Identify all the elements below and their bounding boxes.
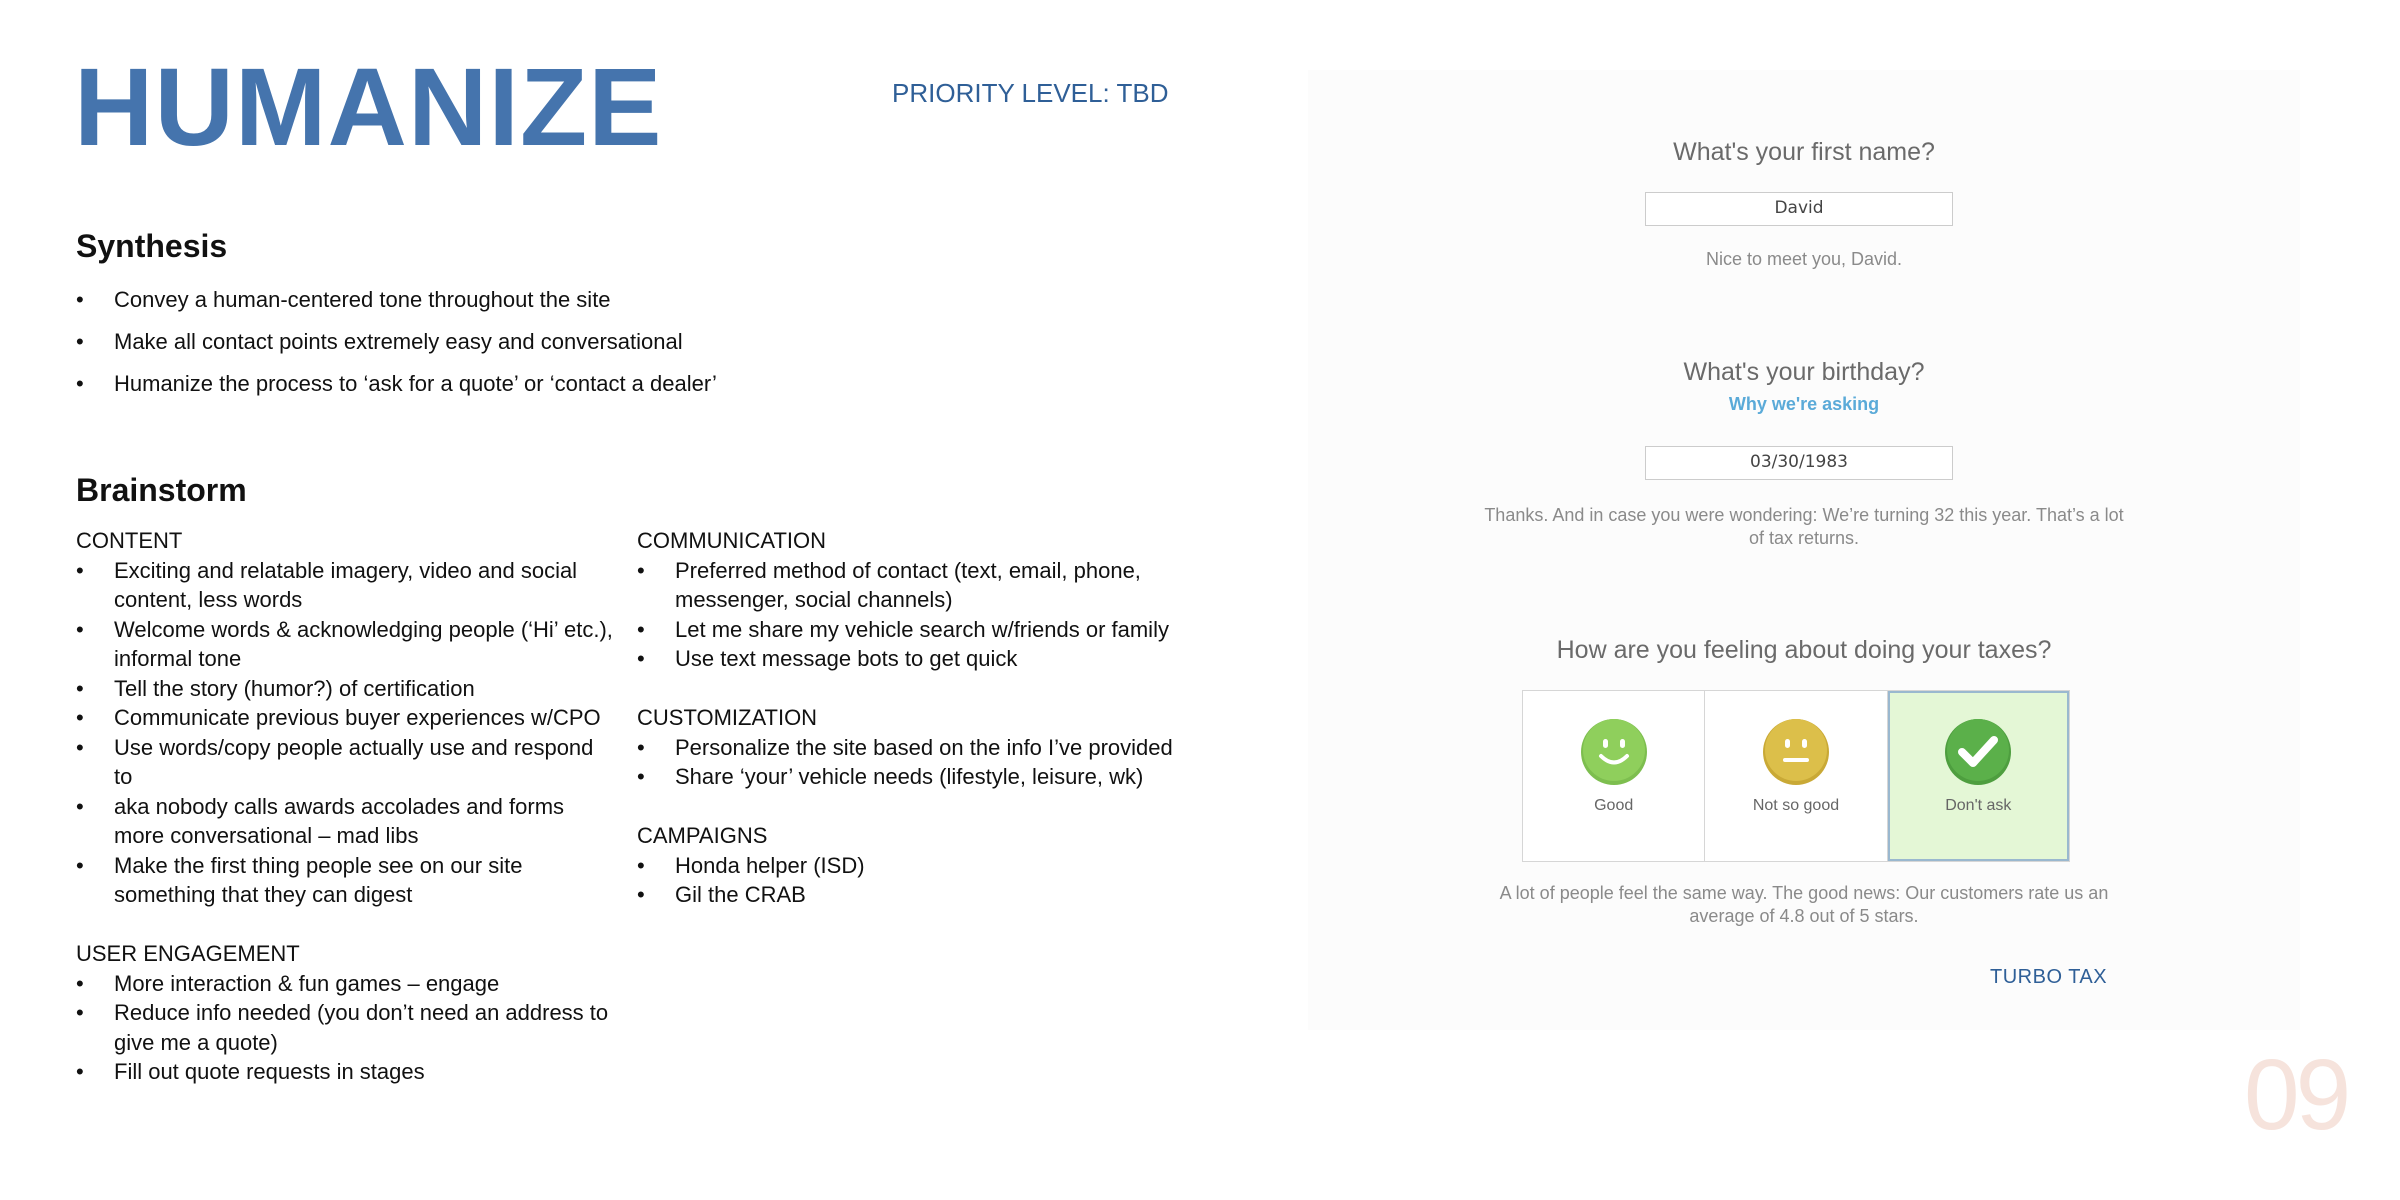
list-item: • Convey a human-centered tone throughout the site <box>76 285 717 315</box>
list-item: • aka nobody calls awards accolades and forms more conversational – mad libs <box>76 792 616 851</box>
synthesis-list <box>76 285 717 411</box>
list-item: • Share ‘your’ vehicle needs (lifestyle, leisure, wk) <box>637 762 1197 792</box>
list-item: • Exciting and relatable imagery, video and social content, less words <box>76 556 616 615</box>
customization-list <box>637 733 1197 792</box>
list-item: • Welcome words & acknowledging people (‘Hi’ etc.), informal tone <box>76 615 616 674</box>
feeling-question: How are you feeling about doing your taxes? <box>1556 636 2052 664</box>
list-item: • Use words/copy people actually use and respond to <box>76 733 616 792</box>
option-not-so-good[interactable] <box>1705 691 1887 861</box>
customization-heading: CUSTOMIZATION <box>637 705 818 730</box>
list-item: • Use text message bots to get quick <box>637 644 1197 674</box>
communication-heading: COMMUNICATION <box>637 528 827 553</box>
option-label: Not so good <box>1752 797 1840 814</box>
happy-face-icon <box>1579 717 1649 787</box>
list-item: • Make all contact points extremely easy and conversational <box>76 327 717 357</box>
user-engagement-list <box>76 969 616 1087</box>
option-dont-ask[interactable] <box>1888 691 2069 861</box>
list-item: • Humanize the process to ‘ask for a quote’ or ‘contact a dealer’ <box>76 369 717 399</box>
option-label: Good <box>1594 797 1634 814</box>
list-item: • Personalize the site based on the info I’ve provided <box>637 733 1197 763</box>
feeling-note: A lot of people feel the same way. The good news: Our customers rate us an average of 4.8 out of 5 stars. <box>1499 883 2109 926</box>
screenshot-caption: TURBO TAX <box>1990 966 2108 988</box>
checkmark-icon <box>1943 717 2013 787</box>
brainstorm-left-column <box>76 526 616 1087</box>
list-item: • Make the first thing people see on our site something that they can digest <box>76 851 616 910</box>
first-name-question: What's your first name? <box>1673 138 1935 166</box>
first-name-field[interactable]: David <box>1645 192 1953 226</box>
page-title: HUMANIZE <box>74 46 663 169</box>
page-number: 09 <box>2244 1039 2348 1151</box>
user-engagement-heading: USER ENGAGEMENT <box>76 941 300 966</box>
priority-level: PRIORITY LEVEL: TBD <box>892 78 1169 108</box>
option-label: Don't ask <box>1945 797 2012 814</box>
content-list <box>76 556 616 910</box>
content-heading: CONTENT <box>76 528 183 553</box>
list-item: • Gil the CRAB <box>637 880 1197 910</box>
why-asking-link[interactable]: Why we're asking <box>1728 394 1880 414</box>
birthday-note: Thanks. And in case you were wondering: We’re turning 32 this year. That’s a lot of tax returns. <box>1484 505 2124 548</box>
list-item: • Communicate previous buyer experiences w/CPO <box>76 703 616 733</box>
list-item: • Reduce info needed (you don’t need an address to give me a quote) <box>76 998 616 1057</box>
communication-list <box>637 556 1197 674</box>
campaigns-list <box>637 851 1197 910</box>
campaigns-heading: CAMPAIGNS <box>637 823 768 848</box>
list-item: • Tell the story (humor?) of certification <box>76 674 616 704</box>
brainstorm-right-column <box>637 526 1197 910</box>
feeling-options <box>1522 690 2070 862</box>
list-item: • Honda helper (ISD) <box>637 851 1197 881</box>
brainstorm-heading: Brainstorm <box>76 472 247 508</box>
list-item: • Let me share my vehicle search w/friends or family <box>637 615 1197 645</box>
option-good[interactable] <box>1523 691 1705 861</box>
greeting-text: Nice to meet you, David. <box>1705 249 1903 269</box>
birthday-field[interactable]: 03/30/1983 <box>1645 446 1953 480</box>
synthesis-heading: Synthesis <box>76 228 228 264</box>
turbotax-screenshot-panel <box>1308 70 2300 1030</box>
list-item: • Preferred method of contact (text, email, phone, messenger, social channels) <box>637 556 1197 615</box>
list-item: • Fill out quote requests in stages <box>76 1057 616 1087</box>
neutral-face-icon <box>1761 717 1831 787</box>
list-item: • More interaction & fun games – engage <box>76 969 616 999</box>
birthday-question: What's your birthday? <box>1683 358 1925 386</box>
